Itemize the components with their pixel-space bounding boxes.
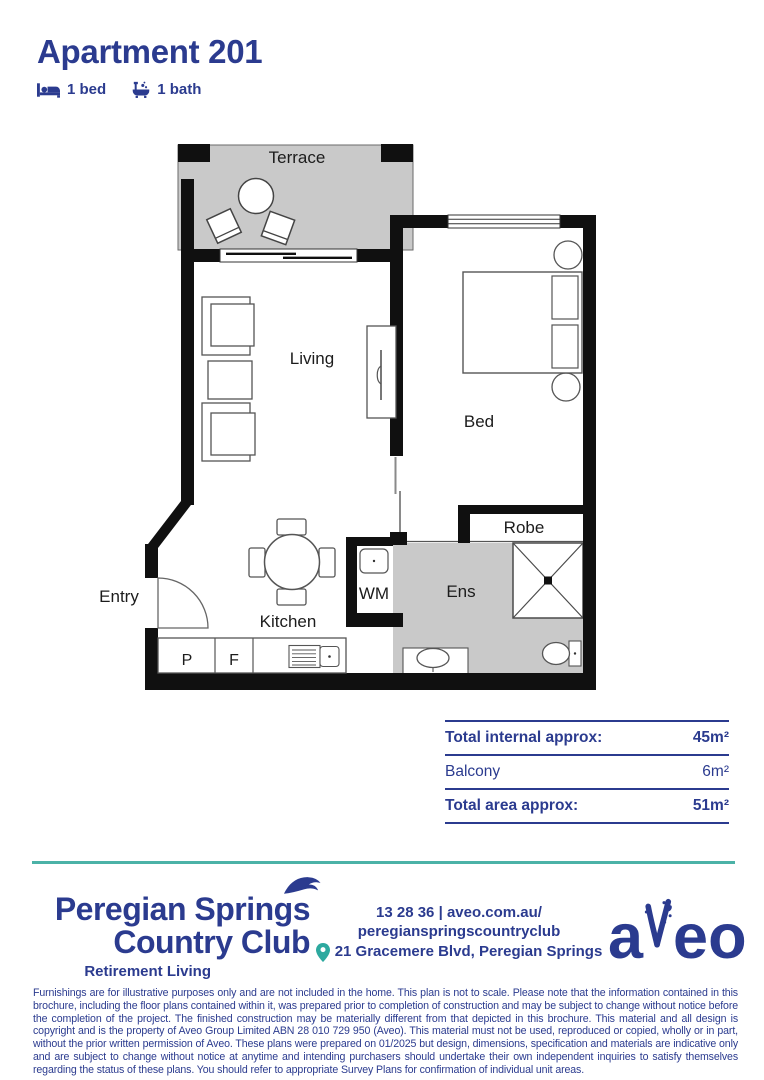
area-summary-table [445, 720, 729, 824]
community-name-line1: Peregian Springs [54, 891, 310, 927]
bath-icon [132, 80, 150, 99]
label-wm: WM [358, 584, 390, 603]
contact-line1 [330, 904, 588, 923]
label-terrace: Terrace [268, 148, 326, 167]
table-row [445, 790, 729, 824]
community-logo [36, 893, 310, 980]
contact-block [330, 904, 603, 962]
label-bed: Bed [463, 412, 495, 431]
bath-count-label: 1 bath [157, 81, 202, 98]
teal-divider [32, 861, 735, 864]
page-title: Apartment 201 [37, 33, 263, 70]
disclaimer-text: Furnishings are for illustrative purposes only and are not included in the home. This plan is not to scale. Please note that the information contained in this brochure, including the floor plans contained within it, was prepared prior to completion of construction and may be subject to change without notice before the completion of the project. The finished construction may be materially different from that depicted in this brochure. This material and all design is copyright and is the property of Aveo Group Limited ABN 28 010 729 950 (Aveo). This material must not be used, reproduced or copied, wholly or in part, without the prior written permission of Aveo. These plans were prepared on 01/2025 but design, dimensions, specification and materials are indicative only and are subject to change without notice at anytime and intending purchasers should undertake their own independent inquiries to satisfy themselves regarding the status of these plans. You should refer to appropriate Survey Plans for confirmation of individual unit areas. [33, 987, 738, 1076]
area-row-value: 51m² [692, 797, 729, 814]
aveo-logo-letter-a: a [608, 902, 644, 972]
shower [513, 543, 583, 618]
community-tagline: Retirement Living [84, 963, 211, 980]
label-pantry: P [181, 652, 193, 669]
address-line [330, 943, 603, 962]
bed-count-label: 1 bed [67, 81, 107, 98]
terrace-sliding-door [220, 249, 357, 262]
apartment-specs [37, 80, 201, 99]
label-entry: Entry [99, 587, 139, 606]
area-row-label: Total internal approx: [445, 729, 603, 746]
location-pin-icon [316, 943, 330, 962]
area-row-value: 45m² [692, 729, 729, 746]
vanity-basin [403, 648, 468, 674]
bed-icon [37, 82, 60, 98]
label-robe: Robe [503, 518, 545, 537]
label-fridge: F [229, 652, 239, 669]
phone-number: 13 28 36 [376, 904, 435, 921]
website-url-line2: peregianspringscountryclub [357, 922, 561, 940]
tv-unit [367, 326, 396, 418]
entry-door [158, 578, 208, 628]
bed-furniture [463, 241, 582, 401]
table-row [445, 722, 729, 756]
area-row-value: 6m² [702, 763, 729, 780]
kitchen-sink [289, 646, 339, 668]
sofa [202, 297, 255, 461]
terrace-table [239, 179, 274, 214]
label-kitchen: Kitchen [259, 612, 317, 631]
label-ens: Ens [446, 582, 476, 601]
floor-plan [30, 130, 650, 710]
address-text: 21 Gracemere Blvd, Peregian Springs [334, 943, 603, 961]
laundry-tub [360, 549, 388, 573]
bedroom-window [448, 215, 560, 228]
toilet [543, 641, 582, 666]
area-row-label: Balcony [445, 763, 501, 780]
aveo-logo-leaf-v-icon [644, 897, 672, 960]
bath-spec [132, 80, 201, 99]
website-url-line1: aveo.com.au/ [446, 904, 542, 921]
table-row [445, 756, 729, 790]
label-living: Living [289, 349, 335, 368]
aveo-logo-letters-eo: eo [673, 902, 747, 972]
contact-separator: | [438, 904, 443, 921]
bed-spec [37, 81, 106, 98]
bedroom-cavity-door [396, 457, 401, 532]
aveo-logo [608, 897, 747, 972]
community-name-line2: Country Club [113, 924, 310, 960]
area-row-label: Total area approx: [445, 797, 579, 814]
dining-table [249, 519, 335, 605]
